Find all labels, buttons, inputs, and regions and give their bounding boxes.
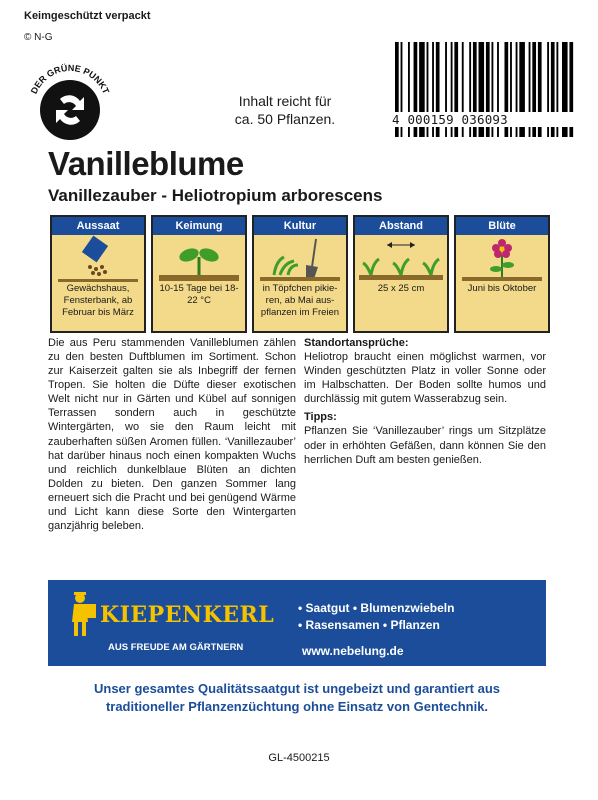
info-column bbox=[304, 336, 546, 467]
card-abstand-text: 25 x 25 cm bbox=[377, 283, 425, 294]
card-aussaat bbox=[50, 215, 146, 333]
tips-text: Pflanzen Sie ‘Vanillezauber’ rings um Sitzplätze oder in erhöhten Gefäßen, dann können Sie den herrlichen Duft am besten genießen. bbox=[304, 425, 546, 466]
brand-slogan: AUS FREUDE AM GÄRTNERN bbox=[108, 642, 244, 653]
content-amount bbox=[220, 92, 350, 128]
website-url: www.nebelung.de bbox=[302, 644, 404, 658]
content-amount-line1: Inhalt reicht für bbox=[238, 93, 332, 109]
brand-banner bbox=[48, 580, 546, 666]
card-bluete-text: Juni bis Oktober bbox=[467, 283, 537, 294]
seed-bag-icon bbox=[52, 235, 144, 283]
card-abstand-head: Abstand bbox=[355, 217, 447, 235]
flower-icon bbox=[456, 235, 548, 283]
card-bluete-head: Blüte bbox=[456, 217, 548, 235]
card-aussaat-text: Gewächshaus, Fensterbank, ab Februar bis März bbox=[62, 283, 134, 318]
card-bluete bbox=[454, 215, 550, 333]
svg-text:DER GRÜNE PUNKT: DER GRÜNE PUNKT bbox=[28, 62, 112, 96]
article-code: GL-4500215 bbox=[268, 752, 330, 764]
latin-name: Heliotropium arborescens bbox=[171, 186, 383, 205]
kiepenkerl-figure-icon bbox=[64, 590, 100, 638]
quality-note bbox=[48, 680, 546, 715]
top-label: Keimgeschützt verpackt bbox=[24, 10, 151, 22]
variety-name: Vanillezauber bbox=[48, 186, 157, 205]
site-heading: Standortansprüche: bbox=[304, 337, 409, 349]
card-kultur bbox=[252, 215, 348, 333]
copyright: © N-G bbox=[24, 32, 53, 43]
spacing-icon bbox=[355, 235, 447, 283]
site-text: Heliotrop braucht einen möglichst warmen, vor Winden geschützten Platz in voller Sonne oder im Halbschatten. Der Boden sollte humos und durchlässig mit gutem Wasserabzug sein. bbox=[304, 351, 546, 406]
card-kultur-head: Kultur bbox=[254, 217, 346, 235]
content-amount-line2: ca. 50 Pflanzen. bbox=[234, 111, 336, 128]
quality-note-line1: Unser gesamtes Qualitätssaatgut ist ungebeizt und garantiert aus bbox=[94, 681, 500, 696]
sprout-icon bbox=[153, 235, 245, 283]
tips-heading: Tipps: bbox=[304, 411, 337, 424]
description-text: Die aus Peru stammenden Vanilleblumen zählen zu den besten Duftblumen im Sortiment. Schon zur Kaiserzeit galten sie als Inbegriff der fernen Tropen. Sie holten die Düfte dieser exotischen Welt nicht nur in Gärten und Kübel auf sonnigen Terrassen sondern auch in geschützte Wintergärten, wo sie den Raum leicht mit zauberhaften süßen Aromen füllen. ‘Vanillezauber’ hat darüber hinaus noch einen kompakten Wuchs und reichlich dunkelblaue Blüten an dichten Dolden zu bieten. Den ganzen Sommer lang erneuert sich die Pracht und bei genügend Wärme und Licht kann diese Sorte den Wintergarten ganzjährig beleben. bbox=[48, 337, 296, 533]
card-keimung-head: Keimung bbox=[153, 217, 245, 235]
product-subtitle bbox=[48, 186, 382, 206]
quality-note-line2: traditioneller Pflanzenzüchtung ohne Einsatz von Gentechnik. bbox=[105, 698, 489, 714]
barcode-digits: 4 000159 036093 bbox=[392, 112, 578, 127]
product-range-line1: • Saatgut • Blumenzwiebeln bbox=[298, 601, 455, 615]
product-range bbox=[298, 600, 454, 635]
product-range-line2: • Rasensamen • Pflanzen bbox=[298, 618, 440, 633]
gruene-punkt-logo bbox=[20, 55, 120, 155]
card-abstand bbox=[353, 215, 449, 333]
spade-icon bbox=[254, 235, 346, 283]
brand-name: KIEPENKERL bbox=[100, 602, 275, 628]
card-keimung bbox=[151, 215, 247, 333]
card-kultur-text: in Töpfchen pikie- ren, ab Mai aus- pflanzen im Freien bbox=[260, 283, 340, 318]
card-aussaat-head: Aussaat bbox=[52, 217, 144, 235]
card-keimung-text: 10-15 Tage bei 18-22 °C bbox=[159, 283, 239, 306]
product-title: Vanilleblume bbox=[48, 145, 244, 182]
subtitle-separator: - bbox=[156, 186, 172, 205]
